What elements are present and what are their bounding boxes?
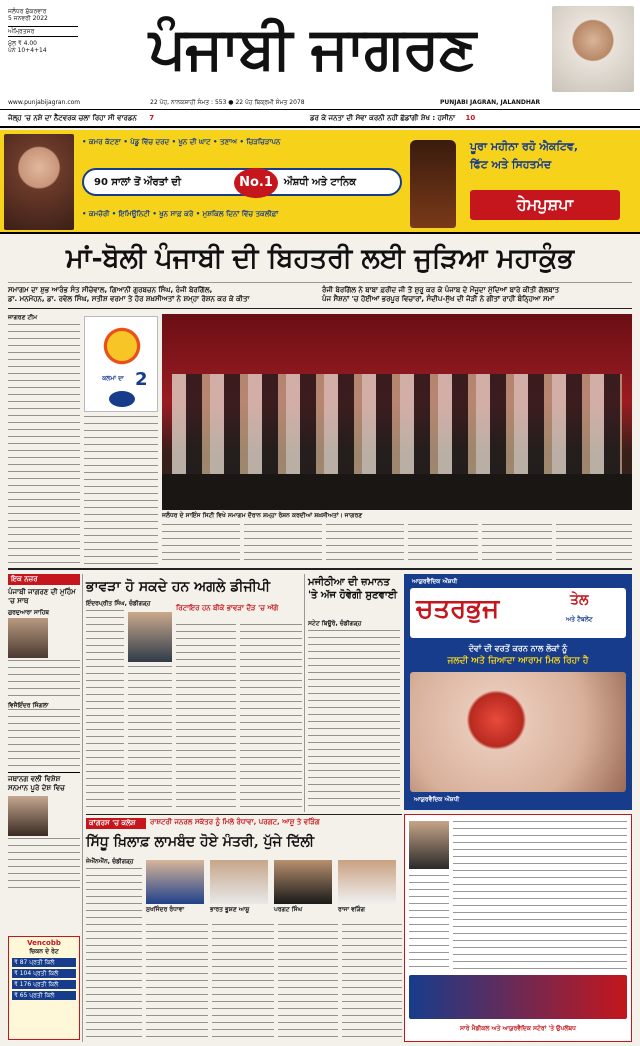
vencobb-line: ਚਿਕਨ ਦੇ ਰੇਟ: [29, 948, 59, 955]
ad-footer: ਸਾਰੇ ਮੈਡੀਕਲ ਅਤੇ ਆਯੁਰਵੈਦਿਕ ਸਟੋਰਾਂ 'ਤੇ ਉਪਲੱਬਧ: [460, 1025, 576, 1032]
ad-model-photo: [4, 134, 74, 230]
masthead-title: ਪੰਜਾਬੀ ਜਾਗਰਣ: [148, 14, 476, 82]
left-col-text-1: [8, 660, 80, 700]
sidhu-photo-1: [146, 860, 204, 904]
masthead-pages: ਪੰਨੇ 10+4+14: [8, 47, 47, 54]
left-col-person-2: ਵਿਜੈਇੰਦਰ ਸਿੰਗਲਾ: [8, 702, 49, 709]
ad-slogan-1: ਪੂਰਾ ਮਹੀਨਾ ਰਹੋ ਐਕਟਿਵ,: [470, 140, 579, 153]
ad-slogan-2: ਫਿੱਟ ਅਤੇ ਸਿਹਤਮੰਦ: [470, 158, 552, 171]
ad-doctor-photo: [409, 821, 449, 869]
photo-caption: ਜਲੰਧਰ ਦੇ ਸਾਇੰਸ ਸਿਟੀ ਵਿਖੇ ਸਮਾਗਮ ਦੌਰਾਨ ਸ਼ਮ੍ਹਾ ਰੋਸ਼ਨ ਕਰਦੀਆਂ ਸ਼ਖ਼ਸੀਅਤਾਂ। ਜਾਗਰਣ: [162, 512, 363, 519]
chatarbhuj-brand-suffix: ਤੇਲ: [570, 592, 589, 608]
subhead-right-1: ਰੰਜੀ ਬੇਰਗਿੱਲ ਨੇ ਬਾਬਾ ਫ਼ਰੀਦ ਜੀ ਤੋਂ ਸ਼ੁਰੂ ਕਰ ਕੇ ਪੰਜਾਬ ਦੇ ਮੌਜੂਦਾ ਮੁੱਦਿਆਂ ਬਾਰੇ ਕੀਤੀ ਗੱਲਬਾਤ: [322, 286, 560, 294]
sidhu-name-3: ਪਰਗਟ ਸਿੰਘ: [274, 906, 303, 913]
left-col-title[interactable]: ਪੰਜਾਬੀ ਜਾਗਰਣ ਦੀ ਮੁਹਿੰਮ 'ਚ ਸਾਥ: [8, 588, 76, 605]
ad-symptoms-top: • ਕਮਰ ਕੱਟਣਾ • ਪੇਡੂ ਵਿੱਚ ਦਰਦ • ਖੂਨ ਦੀ ਘਾਟ • ਤਣਾਅ • ਚਿੜਚਿੜਾਪਨ: [82, 138, 281, 146]
subhead-right: [322, 286, 634, 304]
event-stage-floor: [162, 474, 632, 510]
lead-column-2: [84, 416, 158, 564]
vencobb-price-1: ₹ 87 ਪ੍ਰਤੀ ਕਿਲੋ: [12, 958, 76, 967]
lead-column-3: [162, 524, 240, 564]
sidhu-col-1: [86, 868, 142, 1042]
ad-no1-badge: No.1: [234, 168, 278, 198]
main-headline[interactable]: ਮਾਂ-ਬੋਲੀ ਪੰਜਾਬੀ ਦੀ ਬਿਹਤਰੀ ਲਈ ਜੁੜਿਆ ਮਹਾਕੁੰਭ: [66, 243, 574, 274]
vencobb-brand: Vencobb: [27, 939, 61, 947]
lead-column-8: [556, 524, 632, 564]
ad-tonic-banner: [82, 168, 402, 196]
story-dgp-title[interactable]: ਭਾਵੜਾ ਹੋ ਸਕਦੇ ਹਨ ਅਗਲੇ ਡੀਜੀਪੀ: [86, 579, 271, 595]
teaser-2[interactable]: [310, 114, 635, 123]
ad-tonic-line-a: 90 ਸਾਲਾਂ ਤੋਂ ਔਰਤਾਂ ਦੀ: [94, 177, 181, 188]
ad-tonic-line-b: ਔਸ਼ਧੀ ਅਤੇ ਟਾਨਿਕ: [284, 177, 357, 188]
chatarbhuj-brand: ਚਤਰਭੁਜ: [416, 594, 500, 624]
chatarbhuj-tag: ਆਯੁਰਵੈਦਿਕ ਔਸ਼ਧੀ: [412, 578, 458, 585]
sidhu-col-4: [278, 924, 338, 1042]
masthead-date: 5 ਜਨਵਰੀ 2022: [8, 15, 48, 22]
sidhu-col-3: [212, 924, 274, 1042]
vencobb-price-3: ₹ 176 ਪ੍ਰਤੀ ਕਿਲੋ: [12, 980, 76, 989]
masthead: [0, 0, 640, 96]
vencobb-price-2: ₹ 104 ਪ੍ਰਤੀ ਕਿਲੋ: [12, 969, 76, 978]
headline-rule: [8, 282, 632, 283]
left-col-text-2: [8, 709, 80, 769]
story-dgp-col-3: [176, 624, 236, 810]
sidhu-photo-2: [210, 860, 268, 904]
sidhu-photo-3: [274, 860, 332, 904]
ad-bottle: [410, 140, 456, 228]
hasina-photo: [552, 6, 634, 92]
chatarbhuj-line-2: ਜਲਦੀ ਅਤੇ ਜ਼ਿਆਦਾ ਆਰਾਮ ਮਿਲ ਰਿਹਾ ਹੈ: [447, 656, 589, 666]
teaser-1[interactable]: [8, 114, 308, 123]
left-col-person-1: ਗੁਰਦੁਆਰਾ ਸਾਹਿਬ: [8, 609, 49, 616]
masthead-dateblock: [8, 8, 78, 54]
sidhu-col-2: [146, 924, 208, 1042]
sidhu-name-4: ਰਾਜਾ ਵੜਿੰਗ: [338, 906, 365, 913]
teaser-2-text: ਡਰ ਕੇ ਜਨਤਾ ਦੀ ਸੇਵਾ ਕਰਨੀ ਨਹੀਂ ਛੱਡਾਂਗੀ ਸ਼ੇਖ : ਹਸੀਨਾ: [310, 114, 456, 122]
story-dgp-side-title: ਰਿਟਾਇਰ ਹਨ ਬੀਕੇ ਭਾਵੜਾ ਦੌੜ 'ਚ ਅੱਗੇ: [176, 604, 279, 612]
lead-column-7: [482, 524, 552, 564]
sidhu-photo-4: [338, 860, 396, 904]
ad-testimonial-text: [453, 821, 627, 971]
lead-column-4: [244, 524, 322, 564]
bottom-rule: [86, 814, 402, 815]
masthead-day: ਜਲੰਧਰ ਸ਼ੁੱਕਰਵਾਰ: [8, 8, 47, 15]
teaser-2-page: 10: [465, 114, 476, 122]
left-col-rule: [82, 574, 83, 1042]
teaser-strip: [0, 110, 640, 128]
sidhu-photos: [146, 860, 402, 920]
left-col-photo-1: [8, 618, 48, 658]
ad-product-strip: [409, 975, 627, 1019]
chatarbhuj-body-image: [410, 672, 626, 792]
logo-number: 2: [135, 369, 148, 390]
vencobb-price-4: ₹ 65 ਪ੍ਰਤੀ ਕਿਲੋ: [12, 991, 76, 1000]
chatarbhuj-footer-stub: ਆਯੁਰਵੈਦਿਕ ਔਸ਼ਧੀ: [414, 796, 460, 803]
story-majithia-title[interactable]: ਮਜੀਠੀਆ ਦੀ ਜ਼ਮਾਨਤ 'ਤੇ ਅੱਜ ਹੋਵੇਗੀ ਸੁਣਵਾਈ: [308, 577, 397, 601]
story-dgp-col-4: [240, 624, 302, 810]
chatarbhuj-ad[interactable]: [404, 574, 632, 810]
chatarbhuj-ad-bottom[interactable]: [404, 814, 632, 1042]
masthead-price: ਮੁੱਲ ₹ 4.00: [8, 40, 37, 47]
ad-testimonial-text-2: [409, 875, 449, 971]
sidhu-kicker-right: ਰਾਸ਼ਟਰੀ ਜਨਰਲ ਸਕੱਤਰ ਨੂੰ ਮਿਲੇ ਰੰਧਾਵਾ, ਪਰਗਟ, ਆਸ਼ੂ ਤੇ ਵੜਿੰਗ: [150, 818, 320, 826]
story-dgp-col-1: [86, 610, 124, 810]
lead-column-1: [8, 324, 80, 564]
sidhu-kicker-left: ਕਾਂਗਰਸ 'ਚ ਕਲੇਸ਼: [86, 818, 146, 829]
chatarbhuj-line-1: ਦੋਵਾਂ ਦੀ ਵਰਤੋਂ ਕਰਨ ਨਾਲ ਲੋਕਾਂ ਨੂੰ: [468, 644, 568, 653]
sidhu-title[interactable]: ਸਿੱਧੂ ਖ਼ਿਲਾਫ਼ ਲਾਮਬੰਦ ਹੋਏ ਮੰਤਰੀ, ਪੁੱਜੇ ਦਿੱਲੀ: [86, 834, 315, 850]
masthead-website[interactable]: www.punjabijagran.com: [8, 99, 81, 106]
story-majithia-col: [308, 630, 400, 810]
teaser-1-page: 7: [149, 114, 155, 122]
vencobb-ad[interactable]: [8, 936, 80, 1040]
chatarbhuj-suffix-2: ਅਤੇ ਟੈਬਲੇਟ: [566, 616, 593, 623]
subhead-right-2: ਪੰਜ ਸੈਸ਼ਨਾਂ 'ਚ ਹੋਈਆਂ ਭਰਪੂਰ ਵਿਚਾਰਾਂ, ਸੰਦੀਪ-ਸੁੱਖ ਦੀ ਜੋੜੀ ਨੇ ਗੀਤਾਂ ਰਾਹੀਂ ਬੰਨ੍ਹਿਆ ਸਮਾਂ: [322, 295, 555, 303]
masthead-edition: ਅੰਮ੍ਰਿਤਸਰ: [8, 26, 78, 37]
left-col-heading-2[interactable]: ਜਥਾਨਗ ਵਲੀ ਵਿਸ਼ੇਸ਼ ਸਨਮਾਨ ਪੂਰੇ ਦੇਸ਼ ਵਿਚ: [8, 772, 80, 793]
masthead-issue-info: 22 ਪੋਹ, ਨਾਨਕਸ਼ਾਹੀ ਸੰਮਤ : 553 ● 22 ਪੋਹ ਬਿਕ੍ਰਮੀ ਸੰਮਤ 2078: [150, 99, 305, 106]
story-majithia-dateline: ਸਟੇਟ ਬਿਊਰੋ, ਚੰਡੀਗੜ੍ਹ: [308, 620, 362, 627]
section-rule: [8, 568, 632, 570]
ad-brand: ਹੇਮਪੁਸ਼ਪਾ: [470, 190, 620, 220]
event-stage-people: [172, 374, 622, 474]
left-col-text-3: [8, 838, 80, 890]
sidhu-dateline: ਜੇਐੱਨਐੱਨ, ਚੰਡੀਗੜ੍ਹ: [86, 858, 134, 865]
info-strip: [0, 96, 640, 110]
lead-column-5: [326, 524, 404, 564]
sidhu-col-5: [342, 924, 402, 1042]
story-dgp-photo: [128, 612, 172, 662]
subhead-left: [8, 286, 314, 304]
sidhu-name-1: ਸੁਖਜਿੰਦਰ ਰੰਧਾਵਾ: [146, 906, 185, 913]
sidhu-name-2: ਭਾਰਤ ਭੂਸ਼ਣ ਆਸ਼ੂ: [210, 906, 250, 913]
left-col-photo-2: [8, 796, 48, 836]
top-ad-hempushpa[interactable]: [0, 130, 640, 234]
dgp-rule: [304, 574, 305, 812]
subhead-left-2: ਡਾ. ਮਨਮੋਹਨ, ਡਾ. ਰਵੇਲ ਸਿੰਘ, ਸਤੀਸ਼ ਵਰਮਾ ਤੇ ਹੋਰ ਸ਼ਖ਼ਸੀਅਤਾਂ ਨੇ ਸ਼ਮ੍ਹਾ ਰੋਸ਼ਨ ਕਰ ਕੇ ਕੀਤਾ: [8, 295, 250, 303]
subhead-rule: [8, 308, 632, 309]
logo-text: ਕਲਮਾਂ ਦਾ: [102, 375, 124, 382]
left-col-heading: ਇਕ ਨਜ਼ਰ: [8, 574, 80, 585]
event-photo[interactable]: [162, 314, 632, 510]
ad-symptoms-bottom: • ਕਮਜ਼ੋਰੀ • ਇਮਿਊਨਿਟੀ • ਖੂਨ ਸਾਫ਼ ਕਰੇ • ਮੁਸ਼ਕਿਲ ਦਿਨਾਂ ਵਿੱਚ ਤਕਲੀਫ਼ਾਂ: [82, 210, 279, 218]
logo-book-icon: [109, 391, 135, 407]
lead-column-6: [408, 524, 478, 564]
reporter: ਜਾਗਰਣ ਟੀਮ: [8, 314, 38, 321]
chatarbhuj-brand-box: [410, 588, 626, 638]
logo-sun-icon: [99, 323, 145, 369]
story-dgp-col-2: [128, 666, 172, 810]
subhead-left-1: ਸਮਾਗਮ ਦਾ ਸ਼ੁਭ ਆਰੰਭ ਸੰਤ ਸੀਚੇਵਾਲ, ਗਿਆਨੀ ਗੁਰਬਚਨ ਸਿੰਘ, ਰੰਜੀ ਬੇਰਗਿੱਲ,: [8, 286, 213, 294]
story-dgp-dateline: ਇੰਦਰਪ੍ਰੀਤ ਸਿੰਘ, ਚੰਡੀਗੜ੍ਹ: [86, 600, 151, 607]
kalman-da-logo: [84, 316, 158, 412]
masthead-publisher: PUNJABI JAGRAN, JALANDHAR: [440, 99, 541, 106]
teaser-1-text: ਜੇਲ੍ਹ 'ਚ ਨਸ਼ੇ ਦਾ ਨੈੱਟਵਰਕ ਚਲਾ ਰਿਹਾ ਸੀ ਵਾਰਡਨ: [8, 114, 137, 122]
